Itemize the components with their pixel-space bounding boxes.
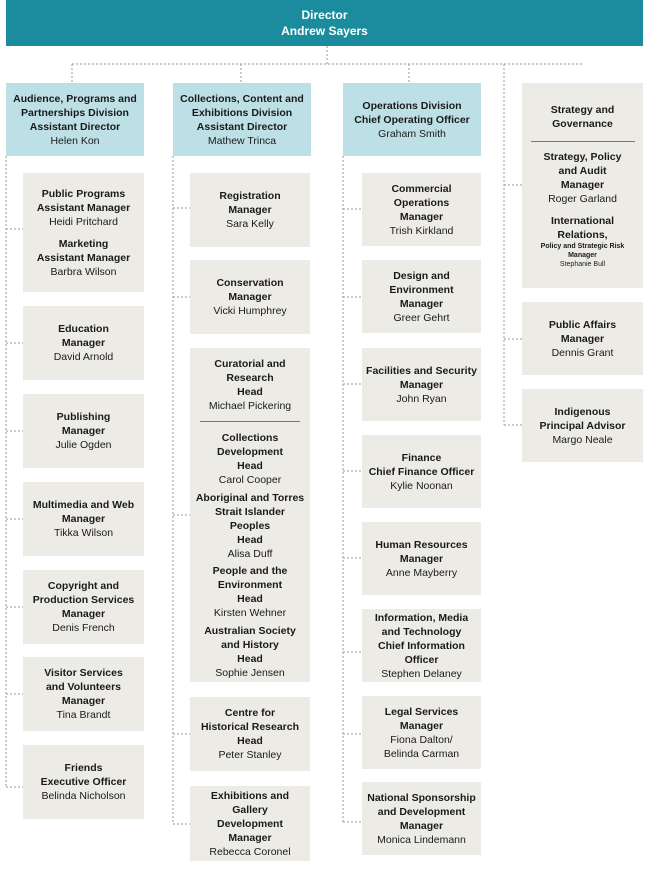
unit-role: Manager	[61, 337, 106, 349]
unit-title-line: Strategy, Policy	[543, 151, 622, 163]
division-title-line: Collections, Content and	[180, 92, 304, 105]
unit-person-name: Michael Pickering	[208, 400, 292, 412]
unit-person-name: Greer Gehrt	[393, 311, 450, 324]
unit-person-name: Kylie Noonan	[390, 479, 453, 492]
unit-role: Head	[237, 386, 263, 398]
unit-person-name: Kirsten Wehner	[213, 607, 287, 620]
unit-title-line: Education	[58, 323, 109, 335]
division-head-name: Graham Smith	[378, 127, 446, 140]
unit-title-line: International Relations,	[550, 215, 614, 241]
unit-person-name: Trish Kirkland	[389, 224, 454, 237]
unit-role: Chief Finance Officer	[368, 465, 475, 478]
unit-person-name: Barbra Wilson	[50, 265, 117, 278]
unit-title-line: Strategy and	[550, 104, 615, 116]
unit-person-name: Stephen Delaney	[381, 667, 462, 680]
unit-role: Manager	[61, 695, 106, 707]
unit-person-name: Rebecca Coronel	[209, 845, 291, 858]
unit-person-name: Tikka Wilson	[53, 527, 114, 539]
director-title: Director	[301, 8, 348, 22]
divider	[200, 421, 300, 422]
unit-title-line: Multimedia and Web	[32, 499, 135, 511]
unit-title-line: Production Services	[32, 594, 135, 606]
unit-role: Manager	[61, 608, 106, 620]
unit-title-line: People and the	[212, 565, 288, 578]
unit-person-name: John Ryan	[396, 392, 447, 405]
unit-title-line: Legal Services	[384, 705, 459, 718]
division-title-line: Audience, Programs and	[13, 92, 137, 105]
unit-copyright-production	[23, 570, 144, 644]
unit-role: Assistant Manager	[36, 201, 131, 214]
unit-conservation	[190, 260, 310, 334]
division-title-line: Partnerships Division	[21, 106, 129, 119]
division-audience-programs	[6, 83, 144, 156]
unit-title-line: Historical Research	[200, 721, 300, 733]
unit-title-line: Centre for	[224, 707, 276, 719]
unit-exhibitions-gallery	[190, 786, 310, 861]
unit-title-line: Finance	[401, 451, 442, 464]
unit-title-line: Friends	[64, 762, 103, 774]
unit-title-line: Commercial Operations	[391, 182, 452, 209]
unit-person-name: David Arnold	[53, 351, 114, 363]
unit-role: Manager	[228, 831, 272, 844]
unit-title-line: and Development	[377, 805, 466, 818]
unit-person-name: Anne Mayberry	[385, 566, 458, 579]
unit-title-line: and Audit	[558, 165, 607, 177]
unit-person-name: Alisa Duff	[227, 547, 273, 560]
unit-title-line: Human Resources	[375, 538, 468, 551]
director-box	[6, 0, 643, 46]
unit-role: Assistant Manager	[36, 251, 131, 264]
division-head-name: Mathew Trinca	[207, 134, 277, 147]
unit-title-line: Design and	[393, 269, 450, 282]
unit-role: Executive Officer	[40, 776, 127, 788]
unit-person-name: Tina Brandt	[56, 709, 111, 721]
division-head-name: Helen Kon	[50, 134, 100, 147]
unit-title-line: Visitor Services	[44, 667, 123, 679]
unit-title-line: Conservation	[216, 277, 284, 289]
unit-role: Officer	[404, 653, 439, 666]
unit-title-line: Collections Development	[217, 432, 283, 458]
unit-education	[23, 306, 144, 380]
unit-role: Manager	[560, 332, 605, 345]
unit-person-name: Stephanie Bull	[559, 261, 606, 268]
unit-title-line: Public Affairs	[548, 318, 617, 331]
unit-person-name: Monica Lindemann	[377, 833, 466, 846]
unit-curatorial-research-group	[190, 348, 310, 682]
unit-title-line: Australian Society	[204, 625, 296, 638]
unit-title-line: Facilities and Security	[366, 364, 477, 377]
unit-person-name: Belinda Nicholson	[41, 790, 126, 802]
unit-title-line: National Sponsorship	[367, 791, 476, 804]
unit-role: Manager	[399, 552, 444, 565]
unit-title-line: Marketing	[58, 237, 109, 250]
unit-person-name: Fiona Dalton/	[390, 733, 453, 746]
unit-title-line: Policy and Strategic Risk	[540, 243, 625, 250]
division-role: Chief Operating Officer	[354, 113, 470, 126]
unit-role: Manager	[61, 513, 106, 525]
unit-indigenous-advisor	[522, 389, 643, 462]
unit-role: Manager	[399, 210, 444, 223]
unit-role: Manager	[399, 719, 444, 732]
unit-role: Manager	[61, 425, 106, 437]
unit-person-name: Roger Garland	[548, 193, 617, 205]
unit-human-resources	[362, 522, 481, 595]
unit-title-line: and Volunteers	[45, 681, 122, 693]
unit-role: Head	[237, 735, 263, 747]
unit-person-name: Peter Stanley	[218, 749, 282, 761]
unit-person-name: Heidi Pritchard	[49, 215, 118, 228]
unit-title-line: Information, Media	[374, 611, 469, 624]
unit-title-line: Environment	[217, 579, 283, 592]
unit-role: Manager	[399, 378, 444, 391]
unit-finance	[362, 435, 481, 508]
unit-role: Manager	[560, 179, 605, 191]
unit-information-media-technology	[362, 609, 481, 682]
divider	[531, 141, 635, 142]
unit-title-line: Indigenous	[554, 405, 611, 418]
unit-facilities-security	[362, 348, 481, 421]
unit-role: Head	[237, 653, 263, 666]
unit-person-name: Margo Neale	[552, 433, 613, 446]
unit-role: Principal Advisor	[539, 419, 626, 432]
unit-role: Chief Information	[378, 639, 465, 652]
unit-strategy-governance	[522, 83, 643, 288]
unit-public-affairs	[522, 302, 643, 375]
unit-friends	[23, 745, 144, 819]
unit-title-line: and History	[221, 639, 279, 652]
unit-title-line: Strait Islander Peoples	[214, 505, 286, 532]
unit-title-line: Curatorial and Research	[214, 358, 286, 384]
unit-title-line: Governance	[552, 118, 613, 130]
unit-title-line: Development	[217, 817, 283, 830]
division-operations	[343, 83, 481, 156]
division-collections-content	[173, 83, 311, 156]
division-role: Assistant Director	[196, 120, 288, 133]
division-title-line: Exhibitions Division	[191, 106, 293, 119]
unit-person-name: Sophie Jensen	[215, 667, 285, 680]
unit-person-name: Denis French	[52, 622, 115, 634]
unit-role: Manager	[228, 291, 272, 303]
unit-title-line: Exhibitions and Gallery	[210, 789, 290, 816]
unit-role: Manager	[568, 252, 597, 259]
unit-role: Head	[237, 593, 263, 606]
unit-person-name: Vicki Humphrey	[213, 305, 287, 317]
unit-title-line: Registration	[219, 190, 281, 202]
unit-role: Head	[237, 460, 263, 472]
unit-role: Head	[237, 533, 263, 546]
unit-title-line: Environment	[389, 283, 454, 296]
unit-publishing	[23, 394, 144, 468]
director-name: Andrew Sayers	[281, 24, 368, 38]
unit-title-line: Aboriginal and Torres	[195, 491, 305, 504]
unit-person-name: Belinda Carman	[383, 747, 460, 760]
unit-person-name: Carol Cooper	[218, 474, 282, 486]
unit-public-programs-marketing	[23, 173, 144, 292]
unit-commercial-operations	[362, 173, 481, 246]
unit-visitor-services	[23, 657, 144, 731]
unit-centre-historical-research	[190, 697, 310, 771]
unit-role: Manager	[399, 819, 444, 832]
unit-national-sponsorship	[362, 782, 481, 855]
unit-multimedia-web	[23, 482, 144, 556]
unit-person-name: Dennis Grant	[551, 346, 614, 359]
division-title-line: Operations Division	[362, 99, 462, 112]
unit-design-environment	[362, 260, 481, 333]
unit-title-line: Public Programs	[41, 187, 126, 200]
unit-title-line: and Technology	[381, 625, 462, 638]
unit-title-line: Copyright and	[47, 580, 120, 592]
unit-registration	[190, 173, 310, 247]
unit-role: Manager	[399, 297, 444, 310]
unit-legal-services	[362, 696, 481, 769]
unit-title-line: Publishing	[56, 411, 111, 423]
division-role: Assistant Director	[29, 120, 121, 133]
unit-role: Manager	[228, 204, 272, 216]
unit-person-name: Sara Kelly	[226, 218, 274, 230]
unit-person-name: Julie Ogden	[55, 439, 112, 451]
